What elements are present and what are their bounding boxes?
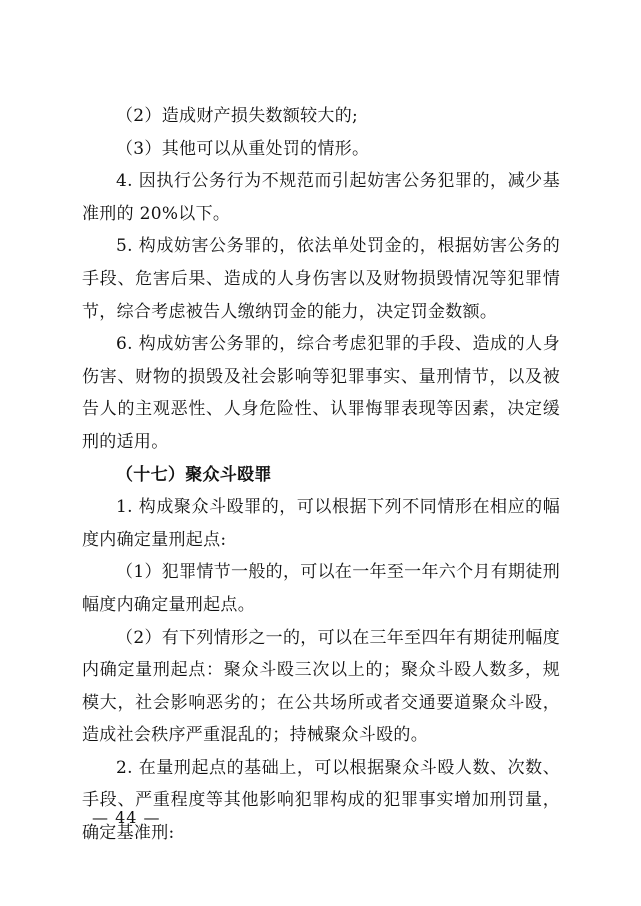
paragraph-section17-item-2: （2）有下列情形之一的，可以在三年至四年有期徒刑幅度内确定量刑起点：聚众斗殴三次以上的；聚众斗殴人数多，规模大，社会影响恶劣的；在公共场所或者交通要道聚众斗殴，造成社会秩序严重混乱的；持械聚众斗殴的。 [82, 627, 560, 746]
paragraph-clause-5: 5. 构成妨害公务罪的，依法单处罚金的，根据妨害公务的手段、危害后果、造成的人身伤害以及财物损毁情况等犯罪情节，综合考虑被告人缴纳罚金的能力，决定罚金数额。 [82, 236, 560, 322]
paragraph-clause-4: 4. 因执行公务行为不规范而引起妨害公务犯罪的，减少基准刑的 20%以下。 [82, 171, 560, 224]
paragraph-section17-clause-1: 1. 构成聚众斗殴罪的，可以根据下列不同情形在相应的幅度内确定量刑起点: [82, 497, 560, 550]
body-text [82, 100, 560, 850]
paragraph-aggravating-item-3: （3）其他可以从重处罚的情形。 [116, 138, 370, 159]
paragraph-section17-clause-2: 2. 在量刑起点的基础上，可以根据聚众斗殴人数、次数、手段、严重程度等其他影响犯罪构成的犯罪事实增加刑罚量，确定基准刑: [82, 757, 560, 844]
paragraph-aggravating-item-2: （2）造成财产损失数额较大的; [116, 106, 359, 126]
section-heading-17: （十七）聚众斗殴罪 [116, 464, 272, 485]
paragraph-section17-item-1: （1）犯罪情节一般的，可以在一年至一年六个月有期徒刑幅度内确定量刑起点。 [82, 562, 560, 615]
paragraph-clause-6: 6. 构成妨害公务罪的，综合考虑犯罪的手段、造成的人身伤害、财物的损毁及社会影响等犯罪事实、量刑情节，以及被告人的主观恶性、人身危险性、认罪悔罪表现等因素，决定缓刑的适用。 [82, 334, 560, 452]
page-number: — 44 — [92, 808, 161, 827]
